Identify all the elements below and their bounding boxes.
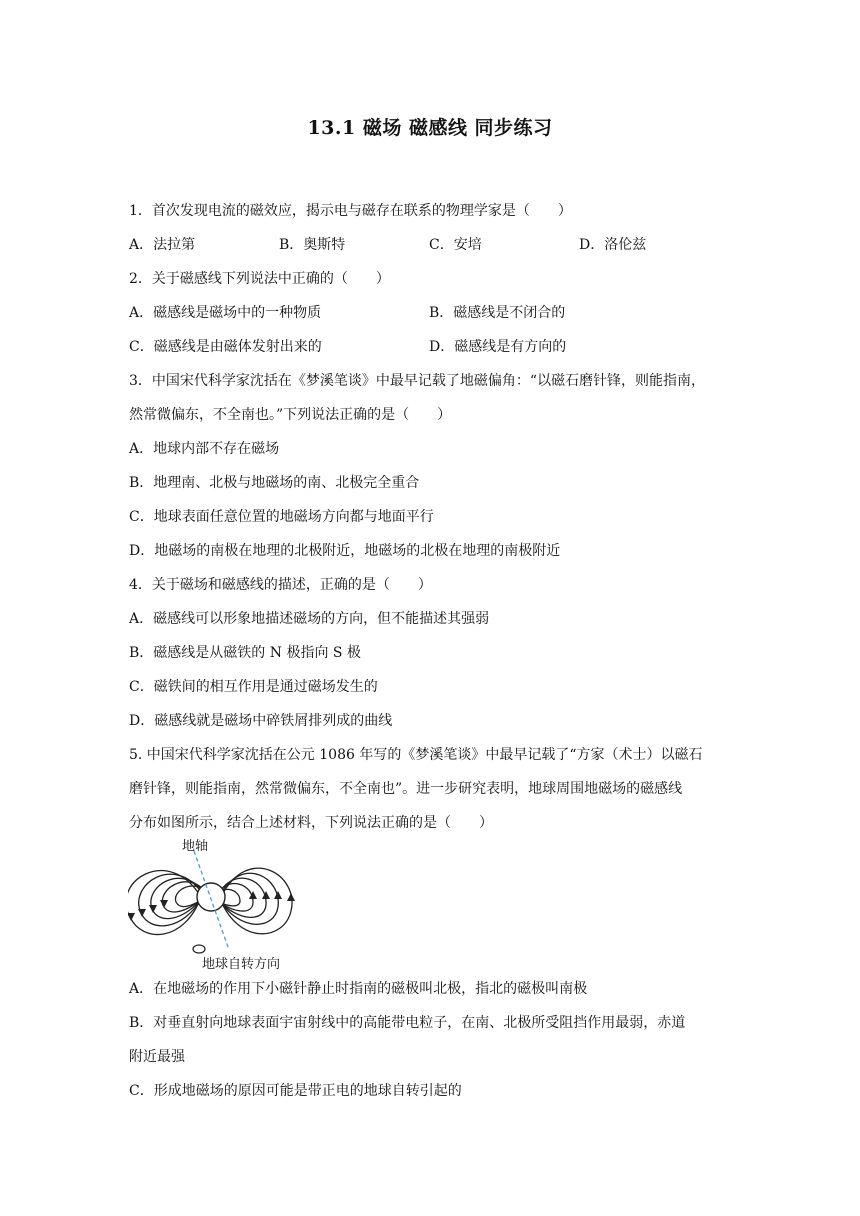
q4-option-d: D．磁感线就是磁场中碎铁屑排列成的曲线	[129, 713, 393, 729]
earth-circle	[197, 883, 225, 911]
q5-option-c: C．形成地磁场的原因可能是带正电的地球自转引起的	[129, 1083, 462, 1099]
arrow-right-1	[287, 893, 295, 901]
q2-stem: 2．关于磁感线下列说法中正确的（ ）	[129, 271, 390, 287]
arrow-left-4	[160, 900, 168, 908]
field-lines-diagram	[128, 835, 300, 971]
q1-option-c: C．安培	[429, 237, 482, 253]
q2-option-d: D．磁感线是有方向的	[429, 339, 567, 355]
q3-option-c: C．地球表面任意位置的地磁场方向都与地面平行	[129, 509, 434, 525]
q4-option-c: C．磁铁间的相互作用是通过磁场发生的	[129, 679, 378, 695]
q5-stem-line3: 分布如图所示，结合上述材料，下列说法正确的是（ ）	[129, 815, 493, 831]
rotation-ellipse	[193, 945, 205, 953]
q5-option-b-line1: B．对垂直射向地球表面宇宙射线中的高能带电粒子，在南、北极所受阻挡作用最弱，赤道	[129, 1015, 686, 1031]
arrow-right-2	[274, 891, 282, 899]
q1-option-a: A．法拉第	[129, 237, 196, 253]
q5-option-a: A．在地磁场的作用下小磁针静止时指南的磁极叫北极，指北的磁极叫南极	[129, 981, 588, 997]
q2-option-b: B．磁感线是不闭合的	[429, 305, 566, 321]
arrow-left-2	[138, 909, 146, 917]
q3-option-a: A．地球内部不存在磁场	[129, 441, 280, 457]
q4-option-b: B．磁感线是从磁铁的 N 极指向 S 极	[129, 645, 361, 661]
arrow-left-3	[149, 905, 157, 913]
arrow-left-1	[128, 913, 135, 921]
q3-option-b: B．地理南、北极与地磁场的南、北极完全重合	[129, 475, 420, 491]
axis-label: 地轴	[182, 839, 209, 854]
rotation-label: 地球自转方向	[202, 957, 281, 972]
q4-option-a: A．磁感线可以形象地描述磁场的方向，但不能描述其强弱	[129, 611, 490, 627]
page-title: 13.1 磁场 磁感线 同步练习	[307, 117, 553, 139]
q3-option-d: D．地磁场的南极在地理的北极附近，地磁场的北极在地理的南极附近	[129, 543, 561, 559]
q3-stem-line1: 3．中国宋代科学家沈括在《梦溪笔谈》中最早记载了地磁偏角：“以磁石磨针锋，则能指南，	[129, 373, 706, 389]
q1-option-b: B．奥斯特	[279, 237, 346, 253]
q4-stem: 4．关于磁场和磁感线的描述，正确的是（ ）	[129, 577, 432, 593]
q5-option-b-line2: 附近最强	[129, 1049, 185, 1065]
q2-option-a: A．磁感线是磁场中的一种物质	[129, 305, 322, 321]
q5-stem-line1: 5. 中国宋代科学家沈括在公元 1086 年写的《梦溪笔谈》中最早记载了“方家（术士）以磁石	[129, 747, 703, 763]
q1-stem: 1．首次发现电流的磁效应，揭示电与磁存在联系的物理学家是（ ）	[129, 203, 572, 219]
q3-stem-line2: 然常微偏东，不全南也。”下列说法正确的是（ ）	[129, 407, 452, 423]
q1-option-d: D．洛伦兹	[579, 237, 647, 253]
q2-option-c: C．磁感线是由磁体发射出来的	[129, 339, 322, 355]
earth-magnetic-field-figure	[128, 835, 300, 971]
q5-stem-line2: 磨针锋，则能指南，然常微偏东，不全南也”。进一步研究表明，地球周围地磁场的磁感线	[129, 781, 683, 797]
